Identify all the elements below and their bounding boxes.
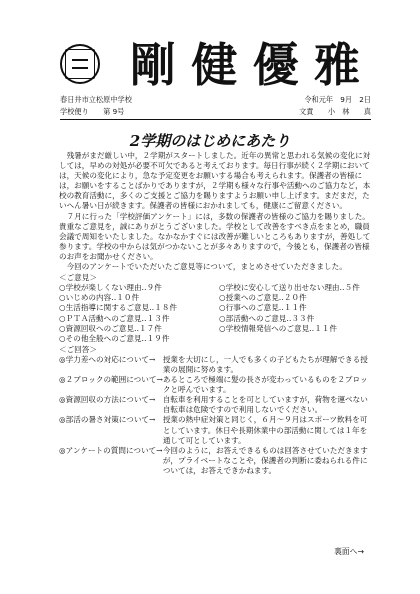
school-name: 春日井市立松原中学校 bbox=[60, 95, 132, 104]
list-item: ○資源回収へのご意見‥１７件 bbox=[59, 323, 162, 333]
title-char: 健 bbox=[191, 38, 238, 92]
title-char: 優 bbox=[252, 38, 299, 92]
continue-note: 裏面へ→ bbox=[334, 547, 364, 556]
issue-number: 学校便り 第 9号 bbox=[60, 107, 125, 116]
answer-question: ◎学力差への対応について→ bbox=[59, 354, 156, 364]
header-divider bbox=[60, 119, 371, 120]
list-item: ○ＰＴＡ活動へのご意見‥１３件 bbox=[59, 313, 170, 323]
list-item: ○その他全般へのご意見‥１９件 bbox=[59, 333, 170, 343]
answer-question: ◎アンケートの質問について→ bbox=[59, 445, 163, 455]
list-item: ○授業へのご意見‥２０件 bbox=[219, 293, 307, 303]
title-char: 雅 bbox=[313, 38, 360, 92]
answers-heading: ＜ご回答＞ bbox=[59, 344, 97, 354]
answer-question: ◎資源回収の方法について→ bbox=[59, 395, 156, 405]
opinions-list bbox=[59, 283, 371, 344]
article-headline: 2学期のはじめにあたり bbox=[129, 132, 291, 150]
list-item: ○学校に安心して送り出せない理由‥５件 bbox=[219, 283, 360, 293]
masthead-title bbox=[130, 38, 360, 92]
list-item: ○いじめの内容‥１０件 bbox=[59, 293, 140, 303]
list-item: ○部活動へのご意見‥３３件 bbox=[219, 313, 315, 323]
paragraph: ７月に行った「学校評価アンケート」には，多数の保護者の皆様のご協力を賜りました。貴重なご意見を，誠にありがとうございました。学校として改善をすべき点をまとめ，職員会議で周知をいたしました。なかなかすぐには改善が難しいところもありますが，善処して参ります。学校の中からは気がつかないことが多々ありますので，今後とも，保護者の皆様のお声をお聞かせください。 bbox=[59, 211, 371, 261]
author: 文責 小 林 真 bbox=[299, 107, 371, 116]
answers-list bbox=[59, 355, 371, 476]
article-body bbox=[59, 151, 371, 476]
answer-question: ◎２ブロックの範囲について→ bbox=[59, 375, 163, 385]
answer-question: ◎部活の暑さ対策について→ bbox=[59, 415, 156, 425]
list-item: ○学校情報発信へのご意見‥１１件 bbox=[219, 323, 338, 333]
opinions-heading: ＜ご意見＞ bbox=[59, 273, 97, 283]
answer-text: あるところで極端に髪の長さが変わっているものを２ブロックと呼んでいます。 bbox=[162, 375, 368, 395]
answer-text: 授業の熱中症対策と同じく，６月～９月はスポーツ飲料を可としています。休日や長期休業中の部活動に関しては１年を通して可としています。 bbox=[162, 415, 368, 445]
answer-text: 今回のように，お答えできるものは回答させていただきますが，プライベートなことや，保護者の判断に委ねられる件については，お答えできかねます。 bbox=[162, 445, 368, 475]
list-item: ○行事へのご意見‥１１件 bbox=[219, 303, 307, 313]
answer-text: 自転車を利用することを可としていますが，荷物を運べない自転車は危険ですので利用しないでください。 bbox=[162, 395, 368, 415]
issue-date: 令和元年 9月 2日 bbox=[304, 95, 371, 104]
paragraph: 今回のアンケートでいただいたご意見等について，まとめさせていただきました。 bbox=[59, 262, 347, 272]
title-char: 剛 bbox=[130, 38, 176, 92]
list-item: ○学校が楽しくない理由‥９件 bbox=[59, 283, 162, 293]
school-emblem-icon bbox=[60, 44, 100, 84]
list-item: ○生活指導に関するご意見‥１８件 bbox=[59, 303, 178, 313]
paragraph: 残暑がまだ厳しい中，２学期がスタートしました。近年の異常と思われる気候の変化に対しては，早めの対処が必要不可欠であると考えております。毎日行事が続く２学期においては，天候の変化により，急な予定変更をお願いする場合も考えられます。保護者の皆様には，お願いをすることばかりでありますが，２学期も様々な行事や活動へのご協力など，本校の教育活動に，多くのご支援とご協力を賜りますようお願い申し上げます。まだまだ，たいへん暑い日が続きます。保護者の皆様におかれましても，健康にご留意ください。 bbox=[59, 151, 371, 211]
answer-text: 授業を大切にし，一人でも多くの子どもたちが理解できる授業の展開に努めます。 bbox=[162, 354, 368, 374]
